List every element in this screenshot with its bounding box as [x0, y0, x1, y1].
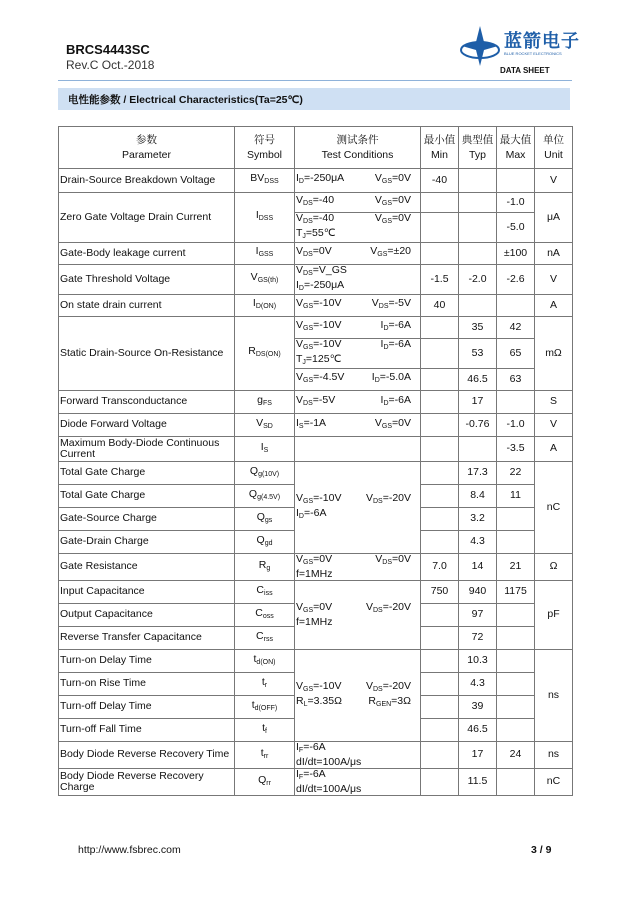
- symbol-cell: $I_S$: [235, 437, 295, 462]
- part-number: BRCS4443SC: [66, 42, 150, 57]
- condition-text: $I_D=-250\mu A$: [296, 278, 345, 292]
- unit-cell: ns: [535, 742, 573, 769]
- table-row: [59, 437, 573, 462]
- min-cell: [421, 213, 459, 243]
- condition-text: $R_L=3.35\Omega$: [296, 694, 342, 708]
- param-cell: Gate-Drain Charge: [59, 531, 235, 554]
- typ-cell: [459, 295, 497, 317]
- unit-cell: nC: [535, 462, 573, 554]
- conditions-cell: [295, 169, 421, 193]
- max-cell: 1175: [497, 581, 535, 604]
- max-cell: [497, 769, 535, 796]
- conditions-cell: [295, 193, 421, 213]
- typ-cell: 46.5: [459, 369, 497, 391]
- typ-cell: 3.2: [459, 508, 497, 531]
- conditions-cell: [295, 213, 421, 243]
- condition-text: $V_{GS}=0V$: [374, 194, 411, 208]
- condition-text: $V_{GS}=0V$: [374, 212, 411, 225]
- min-cell: [421, 719, 459, 742]
- condition-text: $V_{GS}=-4.5V$: [296, 371, 345, 385]
- electrical-characteristics-table: [58, 126, 573, 796]
- condition-text: $I_D=-250\mu A$: [296, 172, 345, 186]
- unit-cell: Ω: [535, 554, 573, 581]
- header-typ: 典型值 Typ: [459, 127, 497, 169]
- typ-cell: 10.3: [459, 650, 497, 673]
- conditions-cell: [295, 265, 421, 295]
- max-cell: [497, 508, 535, 531]
- condition-text: $T_J=125℃$: [296, 352, 342, 366]
- conditions-cell: [295, 243, 421, 265]
- condition-text: $V_{GS}=-10V$: [296, 297, 342, 311]
- conditions-cell: [295, 650, 421, 742]
- condition-text: $I_F=-6A$: [296, 741, 326, 754]
- min-cell: [421, 391, 459, 414]
- unit-cell: μA: [535, 193, 573, 243]
- symbol-cell: $t_{rr}$: [235, 742, 295, 769]
- symbol-cell: $BV_{DSS}$: [235, 169, 295, 193]
- symbol-cell: $V_{SD}$: [235, 414, 295, 437]
- unit-cell: V: [535, 265, 573, 295]
- max-cell: [497, 696, 535, 719]
- max-cell: [497, 169, 535, 193]
- condition-text: $I_D=-6A$: [380, 338, 411, 351]
- unit-cell: mΩ: [535, 317, 573, 391]
- conditions-cell: [295, 391, 421, 414]
- table-row: [59, 193, 573, 213]
- max-cell: [497, 295, 535, 317]
- typ-cell: 4.3: [459, 531, 497, 554]
- typ-cell: 17: [459, 391, 497, 414]
- max-cell: [497, 719, 535, 742]
- condition-text: dI/dt=100A/μs: [296, 755, 362, 768]
- condition-text: $I_D=-6A$: [380, 393, 411, 407]
- table-row: [59, 317, 573, 339]
- table-row: [59, 769, 573, 796]
- min-cell: 40: [421, 295, 459, 317]
- max-cell: 63: [497, 369, 535, 391]
- unit-cell: V: [535, 414, 573, 437]
- condition-text: $I_D=-6A$: [296, 506, 327, 520]
- param-cell: Total Gate Charge: [59, 485, 235, 508]
- max-cell: -5.0: [497, 213, 535, 243]
- unit-cell: A: [535, 295, 573, 317]
- min-cell: [421, 339, 459, 369]
- typ-cell: 39: [459, 696, 497, 719]
- condition-text: f=1MHz: [296, 567, 333, 580]
- header-row: [59, 127, 573, 169]
- condition-text: $V_{DS}=-5V$: [371, 297, 411, 311]
- symbol-cell: $C_{iss}$: [235, 581, 295, 604]
- typ-cell: 940: [459, 581, 497, 604]
- typ-cell: 72: [459, 627, 497, 650]
- unit-cell: nC: [535, 769, 573, 796]
- logo-subtext: BLUE ROCKET ELECTRONICS: [504, 51, 562, 56]
- header-symbol: 符号 Symbol: [235, 127, 295, 169]
- max-cell: 11: [497, 485, 535, 508]
- condition-text: $V_{DS}=0V$: [375, 553, 411, 566]
- table-row: [59, 462, 573, 485]
- min-cell: [421, 317, 459, 339]
- min-cell: 750: [421, 581, 459, 604]
- param-cell: Turn-off Delay Time: [59, 696, 235, 719]
- symbol-cell: $Q_{gs}$: [235, 508, 295, 531]
- table-row: [59, 265, 573, 295]
- conditions-cell: [295, 339, 421, 369]
- typ-cell: 53: [459, 339, 497, 369]
- table-row: [59, 414, 573, 437]
- min-cell: [421, 769, 459, 796]
- typ-cell: 8.4: [459, 485, 497, 508]
- table-row: [59, 391, 573, 414]
- typ-cell: 11.5: [459, 769, 497, 796]
- symbol-cell: $g_{FS}$: [235, 391, 295, 414]
- min-cell: [421, 627, 459, 650]
- param-cell: Gate Threshold Voltage: [59, 265, 235, 295]
- param-cell: Turn-off Fall Time: [59, 719, 235, 742]
- header-unit: 单位 Unit: [535, 127, 573, 169]
- condition-text: $I_F=-6A$: [296, 768, 326, 781]
- condition-text: $V_{GS}=-10V$: [296, 492, 342, 505]
- typ-cell: [459, 213, 497, 243]
- max-cell: ±100: [497, 243, 535, 265]
- condition-text: $V_{GS}=-10V$: [296, 338, 342, 351]
- max-cell: -2.6: [497, 265, 535, 295]
- typ-cell: 17.3: [459, 462, 497, 485]
- condition-text: $V_{DS}=-20V$: [365, 492, 411, 505]
- condition-text: $V_{GS}=-10V$: [296, 319, 342, 333]
- doc-type-label: DATA SHEET: [500, 66, 550, 75]
- conditions-cell: [295, 769, 421, 796]
- param-cell: Input Capacitance: [59, 581, 235, 604]
- unit-cell: V: [535, 169, 573, 193]
- condition-text: $V_{DS}=-20V$: [365, 601, 411, 614]
- typ-cell: 97: [459, 604, 497, 627]
- unit-cell: nA: [535, 243, 573, 265]
- symbol-cell: $Q_{g(4.5V)}$: [235, 485, 295, 508]
- max-cell: -3.5: [497, 437, 535, 462]
- condition-text: $I_D=-5.0A$: [371, 371, 411, 385]
- conditions-cell: [295, 295, 421, 317]
- symbol-cell: $t_{d(ON)}$: [235, 650, 295, 673]
- min-cell: [421, 508, 459, 531]
- conditions-cell: [295, 462, 421, 554]
- max-cell: [497, 673, 535, 696]
- typ-cell: 35: [459, 317, 497, 339]
- max-cell: -1.0: [497, 414, 535, 437]
- conditions-cell: [295, 317, 421, 339]
- condition-text: $V_{GS}=0V$: [296, 601, 333, 614]
- condition-text: $V_{GS}=0V$: [296, 553, 333, 566]
- max-cell: [497, 531, 535, 554]
- symbol-cell: $V_{GS(th)}$: [235, 265, 295, 295]
- param-cell: Output Capacitance: [59, 604, 235, 627]
- typ-cell: 14: [459, 554, 497, 581]
- table-row: [59, 554, 573, 581]
- typ-cell: 17: [459, 742, 497, 769]
- min-cell: -40: [421, 169, 459, 193]
- unit-cell: S: [535, 391, 573, 414]
- table-row: [59, 295, 573, 317]
- min-cell: [421, 243, 459, 265]
- min-cell: [421, 696, 459, 719]
- typ-cell: -2.0: [459, 265, 497, 295]
- min-cell: [421, 462, 459, 485]
- min-cell: [421, 485, 459, 508]
- symbol-cell: $I_{DSS}$: [235, 193, 295, 243]
- table-row: [59, 650, 573, 673]
- condition-text: $V_{GS}=0V$: [374, 416, 411, 430]
- condition-text: $V_{GS}=-10V$: [296, 680, 342, 693]
- min-cell: [421, 414, 459, 437]
- condition-text: dI/dt=100A/μs: [296, 782, 362, 795]
- condition-text: $V_{DS}=-5V$: [296, 393, 336, 407]
- param-cell: Drain-Source Breakdown Voltage: [59, 169, 235, 193]
- symbol-cell: $I_{GSS}$: [235, 243, 295, 265]
- condition-text: $R_{GEN}=3\Omega$: [368, 694, 411, 708]
- min-cell: [421, 650, 459, 673]
- max-cell: 22: [497, 462, 535, 485]
- typ-cell: 4.3: [459, 673, 497, 696]
- symbol-cell: $Q_{gd}$: [235, 531, 295, 554]
- conditions-cell: [295, 742, 421, 769]
- typ-cell: [459, 437, 497, 462]
- param-cell: Diode Forward Voltage: [59, 414, 235, 437]
- max-cell: 65: [497, 339, 535, 369]
- header-conditions: 测试条件 Test Conditions: [295, 127, 421, 169]
- param-cell: Body Diode Reverse Recovery Charge: [59, 769, 235, 796]
- param-cell: Forward Transconductance: [59, 391, 235, 414]
- revision-date: Rev.C Oct.-2018: [66, 58, 155, 72]
- symbol-cell: $Q_{rr}$: [235, 769, 295, 796]
- symbol-cell: $t_f$: [235, 719, 295, 742]
- unit-cell: ns: [535, 650, 573, 742]
- section-band: [58, 88, 570, 110]
- table-row: [59, 581, 573, 604]
- max-cell: 24: [497, 742, 535, 769]
- table-row: [59, 169, 573, 193]
- param-cell: Turn-on Rise Time: [59, 673, 235, 696]
- condition-text: f=1MHz: [296, 615, 333, 628]
- param-cell: Body Diode Reverse Recovery Time: [59, 742, 235, 769]
- typ-cell: [459, 169, 497, 193]
- max-cell: 21: [497, 554, 535, 581]
- condition-text: $V_{DS}=-20V$: [365, 680, 411, 693]
- typ-cell: -0.76: [459, 414, 497, 437]
- condition-text: $V_{DS}=-40$: [296, 194, 335, 208]
- table-row: [59, 243, 573, 265]
- min-cell: [421, 531, 459, 554]
- header-divider: [58, 80, 572, 81]
- symbol-cell: $R_{DS(ON)}$: [235, 317, 295, 391]
- page-number: 3 / 9: [531, 844, 552, 856]
- symbol-cell: $t_r$: [235, 673, 295, 696]
- condition-text: $T_J=55℃$: [296, 226, 336, 240]
- symbol-cell: $t_{d(OFF)}$: [235, 696, 295, 719]
- param-cell: Maximum Body-Diode Continuous Current: [59, 437, 235, 462]
- header-max: 最大值 Max: [497, 127, 535, 169]
- conditions-cell: [295, 414, 421, 437]
- condition-text: $V_{GS}=\pm 20$: [370, 245, 411, 259]
- condition-text: $V_{GS}=0V$: [374, 172, 411, 186]
- symbol-cell: $C_{rss}$: [235, 627, 295, 650]
- section-title: 电性能参数 / Electrical Characteristics(Ta=25℃): [68, 94, 303, 106]
- condition-text: $I_S=-1A$: [296, 416, 327, 430]
- symbol-cell: $I_{D(ON)}$: [235, 295, 295, 317]
- typ-cell: 46.5: [459, 719, 497, 742]
- max-cell: [497, 391, 535, 414]
- conditions-cell: [295, 581, 421, 650]
- min-cell: [421, 437, 459, 462]
- param-cell: Reverse Transfer Capacitance: [59, 627, 235, 650]
- max-cell: [497, 650, 535, 673]
- max-cell: 42: [497, 317, 535, 339]
- typ-cell: [459, 193, 497, 213]
- min-cell: [421, 742, 459, 769]
- condition-text: $I_D=-6A$: [380, 319, 411, 333]
- min-cell: [421, 369, 459, 391]
- conditions-cell: [295, 369, 421, 391]
- unit-cell: A: [535, 437, 573, 462]
- min-cell: [421, 193, 459, 213]
- param-cell: Total Gate Charge: [59, 462, 235, 485]
- logo-text: 蓝箭电子: [504, 31, 580, 51]
- param-cell: Static Drain-Source On-Resistance: [59, 317, 235, 391]
- conditions-cell: [295, 437, 421, 462]
- header-parameter: 参数 Parameter: [59, 127, 235, 169]
- param-cell: Gate-Body leakage current: [59, 243, 235, 265]
- param-cell: Zero Gate Voltage Drain Current: [59, 193, 235, 243]
- table-row: [59, 742, 573, 769]
- param-cell: On state drain current: [59, 295, 235, 317]
- max-cell: [497, 627, 535, 650]
- min-cell: [421, 673, 459, 696]
- symbol-cell: $C_{oss}$: [235, 604, 295, 627]
- symbol-cell: $Q_{g(10V)}$: [235, 462, 295, 485]
- max-cell: [497, 604, 535, 627]
- symbol-cell: $R_g$: [235, 554, 295, 581]
- header-min: 最小值 Min: [421, 127, 459, 169]
- param-cell: Turn-on Delay Time: [59, 650, 235, 673]
- unit-cell: pF: [535, 581, 573, 650]
- rocket-logo-icon: [458, 24, 502, 68]
- min-cell: [421, 604, 459, 627]
- conditions-cell: [295, 554, 421, 581]
- min-cell: -1.5: [421, 265, 459, 295]
- footer-website-link[interactable]: http://www.fsbrec.com: [78, 844, 181, 856]
- max-cell: -1.0: [497, 193, 535, 213]
- param-cell: Gate-Source Charge: [59, 508, 235, 531]
- condition-text: $V_{DS}=V\_GS$: [296, 264, 347, 277]
- param-cell: Gate Resistance: [59, 554, 235, 581]
- condition-text: $V_{DS}=0V$: [296, 245, 332, 259]
- min-cell: 7.0: [421, 554, 459, 581]
- typ-cell: [459, 243, 497, 265]
- condition-text: $V_{DS}=-40$: [296, 212, 335, 225]
